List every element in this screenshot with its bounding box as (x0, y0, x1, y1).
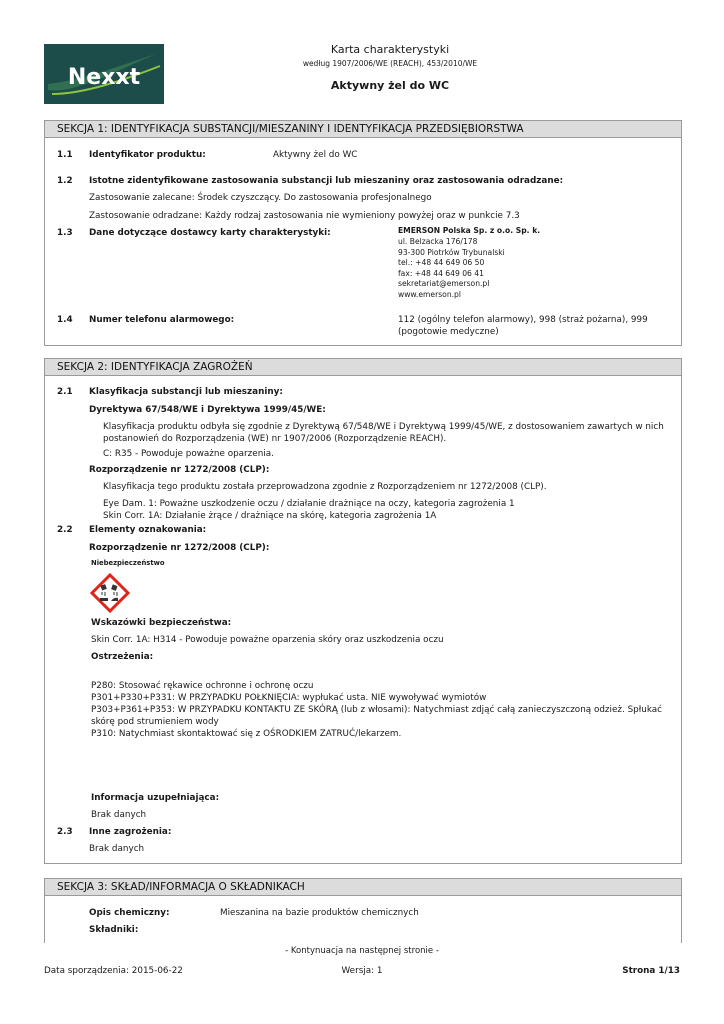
section-2 (44, 358, 682, 864)
s22-num: 2.2 (57, 525, 73, 535)
chemical-description-label: Opis chemiczny: (89, 908, 170, 918)
s23-value: Brak danych (89, 844, 145, 854)
precaution-p280: P280: Stosować rękawice ochronne i ochronę oczu (91, 681, 314, 691)
clp-text-2: Eye Dam. 1: Poważne uszkodzenie oczu / działanie drażniące na oczy, kategoria zagrożenia 1 (103, 499, 515, 509)
s12-label: Istotne zidentyfikowane zastosowania substancji lub mieszaniny oraz zastosowania odradzane: (89, 176, 564, 186)
supplier-address-1: ul. Belzacka 176/178 (398, 237, 478, 246)
emergency-phone-line2: (pogotowie medyczne) (398, 327, 499, 337)
dsd-text-2: postanowień do Rozporządzenia (WE) nr 1907/2006 (Rozporządzenie REACH). (103, 434, 447, 444)
document-subtitle: według 1907/2006/WE (REACH), 453/2010/WE (302, 59, 478, 68)
section-3-title: SEKCJA 3: SKŁAD/INFORMACJA O SKŁADNIKACH (45, 879, 681, 896)
s13-num: 1.3 (57, 228, 73, 238)
section-1-title: SEKCJA 1: IDENTYFIKACJA SUBSTANCJI/MIESZANINY I IDENTYFIKACJA PRZEDSIĘBIORSTWA (45, 121, 681, 138)
clp-heading-22: Rozporządzenie nr 1272/2008 (CLP): (89, 543, 270, 553)
s14-label: Numer telefonu alarmowego: (89, 315, 235, 325)
s11-label: Identyfikator produktu: (89, 150, 206, 160)
s21-label: Klasyfikacja substancji lub mieszaniny: (89, 387, 283, 397)
dsd-text-1: Klasyfikacja produktu odbyła się zgodnie z Dyrektywą 67/548/WE i Dyrektywą 1999/45/WE, z dostosowaniem zawartych w nich (103, 422, 664, 432)
s11-value: Aktywny żel do WC (273, 150, 358, 160)
precaution-p303: P303+P361+P353: W PRZYPADKU KONTAKTU ZE SKÓRĄ (lub z włosami): Natychmiast zdjąć całą zanieczyszczoną odzież. Spłukać (91, 705, 663, 715)
version: Wersja: 1 (341, 966, 383, 976)
preparation-date: Data sporządzenia: 2015-06-22 (44, 966, 183, 976)
s13-label: Dane dotyczące dostawcy karty charakterystyki: (89, 228, 331, 238)
precaution-p301: P301+P330+P331: W PRZYPADKU POŁKNIĘCIA: wypłukać usta. NIE wywoływać wymiotów (91, 693, 487, 703)
supplier-address-2: 93-300 Piotrków Trybunalski (398, 247, 505, 257)
s12-line2: Zastosowanie odradzane: Każdy rodzaj zastosowania nie wymieniony powyżej oraz w punkcie 7.3 (89, 211, 520, 221)
continuation-note: - Kontynuacja na następnej stronie - (285, 946, 439, 956)
signal-word: Niebezpieczeństwo (91, 559, 165, 567)
s23-label: Inne zagrożenia: (89, 827, 172, 837)
section-3 (44, 878, 682, 943)
dsd-text-3: C: R35 - Powoduje poważne oparzenia. (103, 449, 274, 459)
page-number: Strona 1/13 (622, 966, 680, 976)
corrosion-pictogram-icon (90, 573, 130, 613)
components-label: Składniki: (89, 925, 139, 935)
svg-text:Nexxt: Nexxt (67, 65, 141, 90)
precaution-p303-cont: skórę pod strumieniem wody (91, 717, 219, 727)
s12-line1: Zastosowanie zalecane: Środek czyszczący. Do zastosowania profesjonalnego (89, 193, 432, 203)
hazard-statements-heading: Wskazówki bezpieczeństwa: (91, 618, 232, 628)
section-2-title: SEKCJA 2: IDENTYFIKACJA ZAGROŻEŃ (45, 359, 681, 376)
emergency-phone-line1: 112 (ogólny telefon alarmowy), 998 (straż pożarna), 999 (398, 315, 648, 325)
dsd-heading: Dyrektywa 67/548/WE i Dyrektywa 1999/45/WE: (89, 405, 326, 415)
s14-num: 1.4 (57, 315, 73, 325)
chemical-description-value: Mieszanina na bazie produktów chemicznych (220, 908, 419, 918)
nexxt-logo (44, 44, 164, 104)
supplier-email: sekretariat@emerson.pl (398, 279, 490, 288)
hazard-statement-h314: Skin Corr. 1A: H314 - Powoduje poważne oparzenia skóry oraz uszkodzenia oczu (91, 635, 444, 645)
s22-label: Elementy oznakowania: (89, 525, 207, 535)
section-1 (44, 120, 682, 346)
supplementary-info-heading: Informacja uzupełniająca: (91, 793, 220, 803)
document-title: Karta charakterystyki (330, 43, 450, 56)
precaution-p310: P310: Natychmiast skontaktować się z OŚRODKIEM ZATRUĆ/lekarzem. (91, 729, 402, 739)
s11-num: 1.1 (57, 150, 73, 160)
s21-num: 2.1 (57, 387, 73, 397)
precautionary-heading: Ostrzeżenia: (91, 652, 154, 662)
supplier-phone: tel.: +48 44 649 06 50 (398, 258, 485, 267)
supplier-company: EMERSON Polska Sp. z o.o. Sp. k. (398, 226, 541, 235)
supplier-website: www.emerson.pl (398, 289, 461, 299)
product-name: Aktywny żel do WC (330, 79, 450, 92)
supplementary-info-value: Brak danych (91, 810, 147, 820)
s12-num: 1.2 (57, 176, 73, 186)
clp-text-1: Klasyfikacja tego produktu została przeprowadzona zgodnie z Rozporządzeniem nr 1272/2008 (CLP). (103, 482, 547, 492)
clp-heading-21: Rozporządzenie nr 1272/2008 (CLP): (89, 465, 270, 475)
supplier-fax: fax: +48 44 649 06 41 (398, 268, 484, 278)
s23-num: 2.3 (57, 827, 73, 837)
clp-text-3: Skin Corr. 1A: Działanie żrące / drażniące na skórę, kategoria zagrożenia 1A (103, 511, 437, 521)
